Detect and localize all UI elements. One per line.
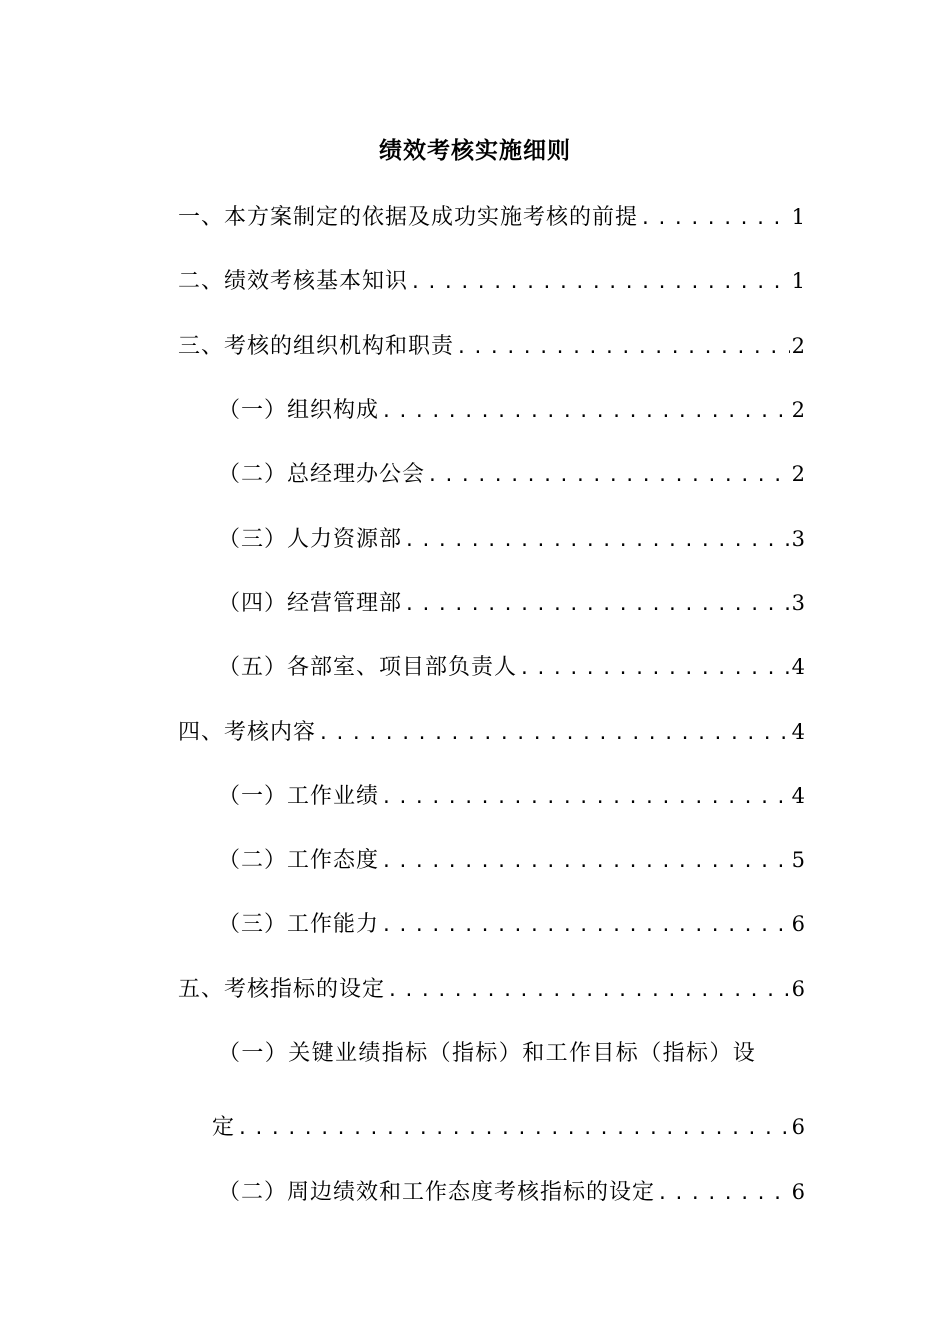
toc-entry-label: （三）人力资源部	[218, 527, 403, 552]
toc-entry-label: 二、绩效考核基本知识	[178, 269, 409, 294]
toc-leader	[381, 397, 790, 425]
toc-page-number: 6	[791, 1180, 805, 1204]
toc-entry-continuation[interactable]	[212, 1112, 805, 1142]
toc-entry-wrapped-first-line[interactable]: （一）关键业绩指标（指标）和工作目标（指标）设	[218, 1041, 757, 1066]
toc-entry-label: 三、考核的组织机构和职责	[178, 334, 455, 359]
toc-entry-label: （四）经营管理部	[218, 591, 403, 616]
toc-entry[interactable]	[218, 652, 805, 682]
toc-leader	[237, 1114, 790, 1142]
toc-leader	[318, 719, 790, 747]
toc-page-number: 4	[791, 784, 805, 808]
toc-leader	[519, 654, 790, 682]
toc-entry[interactable]	[178, 266, 805, 296]
toc-entry[interactable]	[178, 974, 805, 1004]
toc-entry-label: （二）总经理办公会	[218, 462, 426, 487]
toc-entry[interactable]	[218, 909, 805, 939]
toc-leader	[381, 783, 790, 811]
toc-entry[interactable]	[178, 202, 805, 232]
toc-leader	[381, 911, 790, 939]
toc-entry-label: 四、考核内容	[178, 720, 317, 745]
toc-entry-label: （一）工作业绩	[218, 784, 380, 809]
toc-leader	[456, 333, 790, 361]
toc-leader	[640, 204, 790, 232]
toc-entry-label: （二）工作态度	[218, 848, 380, 873]
toc-entry-label: 定	[212, 1115, 236, 1140]
toc-entry-label: （三）工作能力	[218, 912, 380, 937]
toc-entry[interactable]	[218, 459, 805, 489]
toc-entry[interactable]	[218, 395, 805, 425]
toc-page-number: 6	[791, 1115, 805, 1139]
toc-leader	[657, 1179, 790, 1207]
toc-leader	[387, 976, 790, 1004]
toc-entry-label: 一、本方案制定的依据及成功实施考核的前提	[178, 205, 639, 230]
toc-leader	[410, 268, 790, 296]
toc-entry-label: 五、考核指标的设定	[178, 977, 386, 1002]
toc-leader	[427, 461, 790, 489]
toc-page-number: 1	[791, 269, 805, 293]
page-title: 绩效考核实施细则	[379, 137, 571, 164]
toc-page-number: 3	[791, 527, 805, 551]
toc-page-number: 6	[791, 977, 805, 1001]
toc-leader	[381, 847, 790, 875]
toc-page-number: 4	[791, 720, 805, 744]
toc-entry[interactable]	[218, 1177, 805, 1207]
toc-entry[interactable]	[218, 781, 805, 811]
toc-entry[interactable]	[218, 845, 805, 875]
toc-entry[interactable]	[178, 331, 805, 361]
toc-page-number: 2	[791, 462, 805, 486]
toc-page-number: 1	[791, 205, 805, 229]
toc-page-number: 5	[791, 848, 805, 872]
toc-page-number: 3	[791, 591, 805, 615]
toc-leader	[404, 526, 790, 554]
toc-page-number: 6	[791, 912, 805, 936]
toc-entry-label: （一）组织构成	[218, 398, 380, 423]
toc-page-number: 2	[791, 398, 805, 422]
toc-page-number: 2	[791, 334, 805, 358]
toc-leader	[404, 590, 790, 618]
toc-entry-label: （二）周边绩效和工作态度考核指标的设定	[218, 1180, 656, 1205]
toc-entry[interactable]	[218, 524, 805, 554]
toc-entry[interactable]	[178, 717, 805, 747]
toc-page-number: 4	[791, 655, 805, 679]
toc-entry-label: （五）各部室、项目部负责人	[218, 655, 518, 680]
toc-entry[interactable]	[218, 588, 805, 618]
